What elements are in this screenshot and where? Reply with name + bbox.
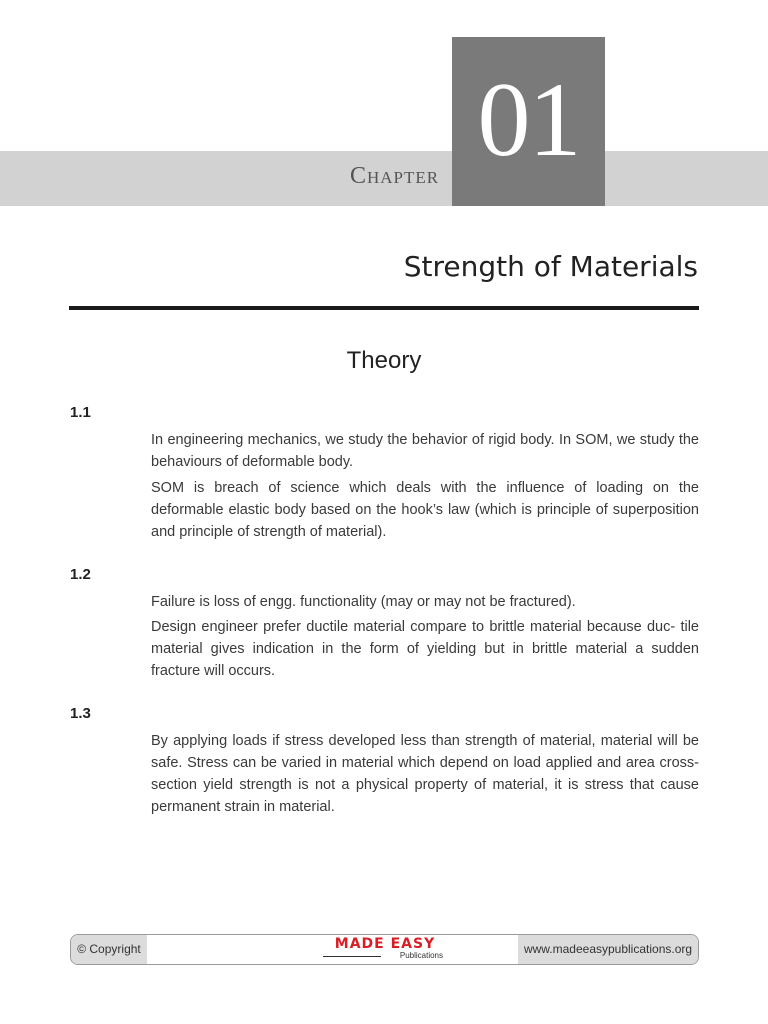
paragraph: Design engineer prefer ductile material compare to brittle material because duc- tile material gives indication in the form of yielding but in brittle material a sudden fracture will occurs. (151, 619, 699, 679)
chapter-number-box (452, 37, 605, 206)
logo-wordmark: MADE EASY (334, 936, 436, 952)
page-title: Strength of Materials (403, 250, 698, 283)
paragraph: By applying loads if stress developed less than strength of material, material will be safe. Stress can be varied in material which depend on load applied and area cross-section yield strength is not a physical property of material, it is stress that cause permanent strain in material. (151, 733, 699, 815)
copyright-label: © Copyright (71, 935, 147, 964)
chapter-label: Chapter (350, 163, 440, 189)
item-number: 1.3 (70, 705, 91, 722)
paragraph: In engineering mechanics, we study the behavior of rigid body. In SOM, we study the behaviours of deformable body. (151, 432, 699, 470)
paragraph: SOM is breach of science which deals with the influence of loading on the deformable elastic body based on the hook’s law (which is principle of superposition and principle of strength of material). (151, 480, 699, 540)
website-link[interactable]: www.madeeasypublications.org (518, 935, 698, 964)
logo-subtitle: Publications (323, 951, 447, 961)
title-divider (69, 306, 699, 310)
item-number: 1.1 (70, 404, 91, 421)
publisher-logo (323, 937, 447, 963)
item-number: 1.2 (70, 566, 91, 583)
chapter-number: 01 (477, 61, 580, 178)
section-heading: Theory (346, 347, 422, 374)
page-footer (70, 934, 699, 965)
paragraph: Failure is loss of engg. functionality (may or may not be fractured). (151, 594, 576, 610)
